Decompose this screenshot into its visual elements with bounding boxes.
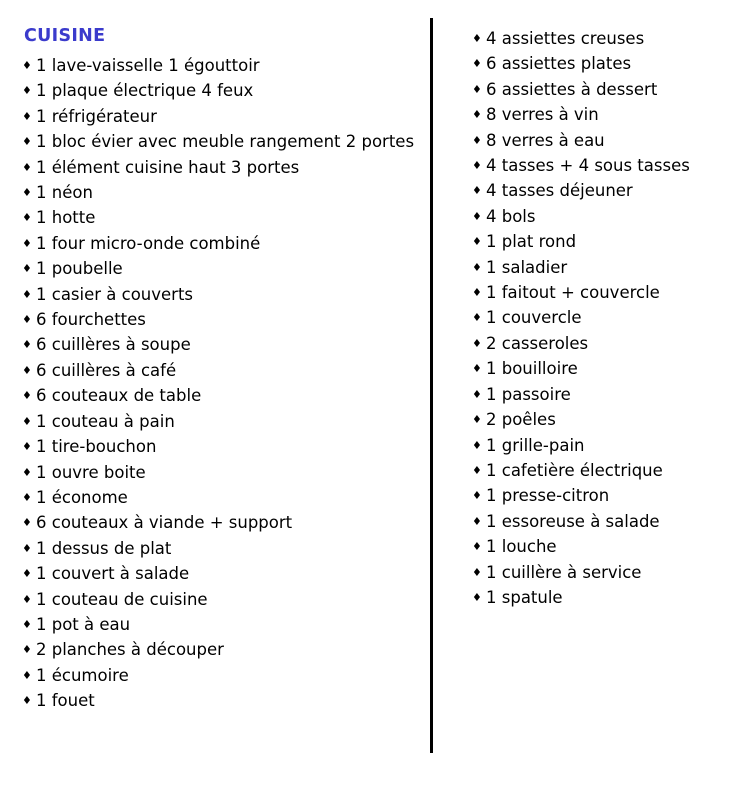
list-item [22,383,430,408]
list-item-label: 1 fouet [36,691,95,711]
list-item [22,510,430,535]
list-item [472,433,745,458]
diamond-bullet-icon: ♦ [22,135,32,149]
kitchen-inventory-list-left [22,53,430,714]
diamond-bullet-icon: ♦ [22,236,32,250]
list-item-label: 1 passoire [486,384,571,404]
diamond-bullet-icon: ♦ [22,338,32,352]
diamond-bullet-icon: ♦ [472,260,482,274]
list-item [472,280,745,305]
list-item-label: 1 réfrigérateur [36,106,157,126]
list-item-label: 8 verres à eau [486,130,605,150]
list-item-label: 6 couteaux à viande + support [36,513,293,533]
list-item [22,205,430,230]
list-item [472,585,745,610]
list-item-label: 1 pot à eau [36,614,131,634]
list-item [22,78,430,103]
diamond-bullet-icon: ♦ [22,694,32,708]
diamond-bullet-icon: ♦ [22,160,32,174]
list-item [472,534,745,559]
list-item-label: 1 louche [486,537,557,557]
diamond-bullet-icon: ♦ [22,109,32,123]
list-item-label: 1 tire-bouchon [36,437,157,457]
diamond-bullet-icon: ♦ [472,311,482,325]
list-item [22,409,430,434]
list-item-label: 2 poêles [486,410,556,430]
list-item [22,231,430,256]
list-item [22,358,430,383]
list-item [22,256,430,281]
list-item-label: 1 économe [36,487,128,507]
list-item-label: 1 saladier [486,257,568,277]
list-item-label: 6 cuillères à café [36,360,177,380]
diamond-bullet-icon: ♦ [472,57,482,71]
list-item [472,77,745,102]
diamond-bullet-icon: ♦ [472,565,482,579]
diamond-bullet-icon: ♦ [472,336,482,350]
diamond-bullet-icon: ♦ [22,643,32,657]
diamond-bullet-icon: ♦ [22,516,32,530]
list-item-label: 1 grille-pain [486,435,585,455]
list-item [22,307,430,332]
diamond-bullet-icon: ♦ [22,262,32,276]
list-item-label: 1 couvert à salade [36,564,190,584]
list-item [22,688,430,713]
diamond-bullet-icon: ♦ [22,592,32,606]
diamond-bullet-icon: ♦ [472,540,482,554]
list-item [22,587,430,612]
diamond-bullet-icon: ♦ [22,567,32,581]
right-column [430,26,745,610]
list-item [22,536,430,561]
list-item [472,356,745,381]
list-item [22,460,430,485]
list-item-label: 6 fourchettes [36,310,146,330]
list-item-label: 6 couteaux de table [36,386,202,406]
diamond-bullet-icon: ♦ [472,463,482,477]
list-item-label: 1 écumoire [36,665,129,685]
list-item-label: 4 tasses + 4 sous tasses [486,156,690,176]
diamond-bullet-icon: ♦ [472,235,482,249]
list-item-label: 4 tasses déjeuner [486,181,633,201]
list-item [22,561,430,586]
list-item-label: 1 spatule [486,587,563,607]
list-item [472,51,745,76]
list-item-label: 1 couteau à pain [36,411,175,431]
diamond-bullet-icon: ♦ [22,287,32,301]
list-item-label: 1 lave-vaisselle 1 égouttoir [36,56,260,75]
diamond-bullet-icon: ♦ [22,490,32,504]
list-item-label: 2 planches à découper [36,640,224,660]
diamond-bullet-icon: ♦ [472,159,482,173]
list-item-label: 1 presse-citron [486,486,610,506]
diamond-bullet-icon: ♦ [22,84,32,98]
diamond-bullet-icon: ♦ [22,363,32,377]
page-title: CUISINE [24,26,106,46]
list-item [22,282,430,307]
diamond-bullet-icon: ♦ [472,387,482,401]
diamond-bullet-icon: ♦ [472,489,482,503]
list-item-label: 1 couvercle [486,308,582,328]
list-item [22,104,430,129]
list-item-label: 1 couteau de cuisine [36,589,208,609]
list-item-label: 1 bloc évier avec meuble rangement 2 portes [36,132,415,152]
list-item-label: 1 élément cuisine haut 3 portes [36,157,300,177]
diamond-bullet-icon: ♦ [22,617,32,631]
list-item-label: 4 assiettes creuses [486,29,645,48]
diamond-bullet-icon: ♦ [472,362,482,376]
diamond-bullet-icon: ♦ [472,133,482,147]
diamond-bullet-icon: ♦ [472,108,482,122]
list-item-label: 4 bols [486,206,536,226]
diamond-bullet-icon: ♦ [472,209,482,223]
list-item-label: 6 cuillères à soupe [36,335,191,355]
list-item-label: 8 verres à vin [486,105,599,125]
list-item [22,53,430,78]
list-item [472,407,745,432]
list-item-label: 1 poubelle [36,259,123,279]
diamond-bullet-icon: ♦ [472,184,482,198]
list-item [472,509,745,534]
diamond-bullet-icon: ♦ [472,82,482,96]
list-item-label: 1 plat rond [486,232,577,252]
list-item-label: 1 dessus de plat [36,538,172,558]
list-item [22,612,430,637]
list-item [22,434,430,459]
diamond-bullet-icon: ♦ [472,286,482,300]
diamond-bullet-icon: ♦ [472,438,482,452]
list-item [472,331,745,356]
diamond-bullet-icon: ♦ [472,413,482,427]
list-item [472,153,745,178]
list-item [472,483,745,508]
list-item-label: 1 plaque électrique 4 feux [36,81,254,101]
list-item-label: 6 assiettes plates [486,54,632,74]
list-item [472,26,745,51]
list-item [472,305,745,330]
list-item [22,663,430,688]
list-item [472,382,745,407]
diamond-bullet-icon: ♦ [22,668,32,682]
diamond-bullet-icon: ♦ [22,59,32,72]
list-item [22,485,430,510]
diamond-bullet-icon: ♦ [22,541,32,555]
diamond-bullet-icon: ♦ [22,440,32,454]
diamond-bullet-icon: ♦ [472,32,482,45]
list-item-label: 1 cafetière électrique [486,460,663,480]
list-item-label: 1 essoreuse à salade [486,511,660,531]
list-item [22,180,430,205]
diamond-bullet-icon: ♦ [22,186,32,200]
diamond-bullet-icon: ♦ [22,389,32,403]
kitchen-inventory-list-right [472,26,745,610]
list-item [472,229,745,254]
list-item-label: 1 faitout + couvercle [486,283,660,303]
list-item [472,128,745,153]
list-item [472,560,745,585]
list-item [22,637,430,662]
list-item-label: 1 casier à couverts [36,284,194,304]
list-item [22,155,430,180]
list-item-label: 1 bouilloire [486,359,578,379]
diamond-bullet-icon: ♦ [472,514,482,528]
diamond-bullet-icon: ♦ [22,465,32,479]
list-item-label: 1 ouvre boite [36,462,146,482]
list-item [472,204,745,229]
diamond-bullet-icon: ♦ [22,313,32,327]
list-item [472,102,745,127]
diamond-bullet-icon: ♦ [22,414,32,428]
list-item [22,332,430,357]
list-item [472,178,745,203]
list-item-label: 1 cuillère à service [486,562,642,582]
list-item [472,458,745,483]
list-item-label: 6 assiettes à dessert [486,79,658,99]
diamond-bullet-icon: ♦ [472,590,482,604]
list-item [22,129,430,154]
list-item-label: 1 four micro-onde combiné [36,233,261,253]
left-column [0,26,430,714]
list-item-label: 1 hotte [36,208,96,228]
list-item [472,255,745,280]
list-item-label: 1 néon [36,183,93,203]
list-item-label: 2 casseroles [486,333,589,353]
diamond-bullet-icon: ♦ [22,211,32,225]
